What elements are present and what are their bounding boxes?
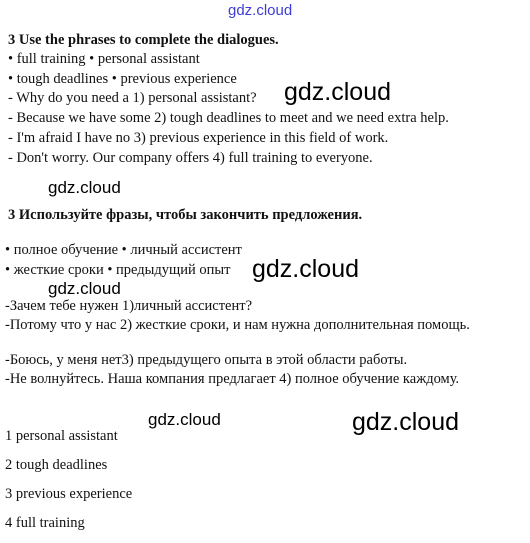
- english-dialogue-line-3: - I'm afraid I have no 3) previous experience in this field of work.: [8, 130, 389, 146]
- watermark: gdz.cloud: [284, 78, 392, 106]
- watermark: gdz.cloud: [352, 408, 460, 436]
- answer-1: 1 personal assistant: [5, 428, 118, 444]
- russian-phrases-row-1: • полное обучение • личный ассистент: [5, 242, 242, 258]
- watermark: gdz.cloud: [48, 178, 121, 197]
- english-dialogue-line-1: - Why do you need a 1) personal assistant?: [8, 90, 257, 106]
- russian-dialogue-line-4: -Не волнуйтесь. Наша компания предлагает 4) полное обучение каждому.: [5, 371, 460, 387]
- english-title: 3 Use the phrases to complete the dialogues.: [8, 32, 279, 48]
- english-dialogue-line-2: - Because we have some 2) tough deadlines to meet and we need extra help.: [8, 110, 449, 126]
- english-phrases-row-2: • tough deadlines • previous experience: [8, 71, 237, 87]
- english-phrases-row-1: • full training • personal assistant: [8, 51, 200, 67]
- russian-phrases-row-2: • жесткие сроки • предыдущий опыт: [5, 262, 231, 278]
- watermark: gdz.cloud: [48, 279, 121, 298]
- russian-dialogue-line-2: -Потому что у нас 2) жесткие сроки, и нам нужна дополнительная помощь.: [5, 317, 470, 333]
- russian-dialogue-line-1: -Зачем тебе нужен 1)личный ассистент?: [5, 298, 253, 314]
- answer-4: 4 full training: [5, 515, 85, 531]
- watermark-top: gdz.cloud: [228, 2, 293, 19]
- answer-3: 3 previous experience: [5, 486, 133, 502]
- english-dialogue-line-4: - Don't worry. Our company offers 4) full training to everyone.: [8, 150, 373, 166]
- russian-title: 3 Используйте фразы, чтобы закончить предложения.: [8, 207, 363, 223]
- watermark: gdz.cloud: [252, 255, 360, 283]
- watermark: gdz.cloud: [148, 410, 221, 429]
- answer-2: 2 tough deadlines: [5, 457, 108, 473]
- russian-dialogue-line-3: -Боюсь, у меня нет3) предыдущего опыта в этой области работы.: [5, 352, 408, 368]
